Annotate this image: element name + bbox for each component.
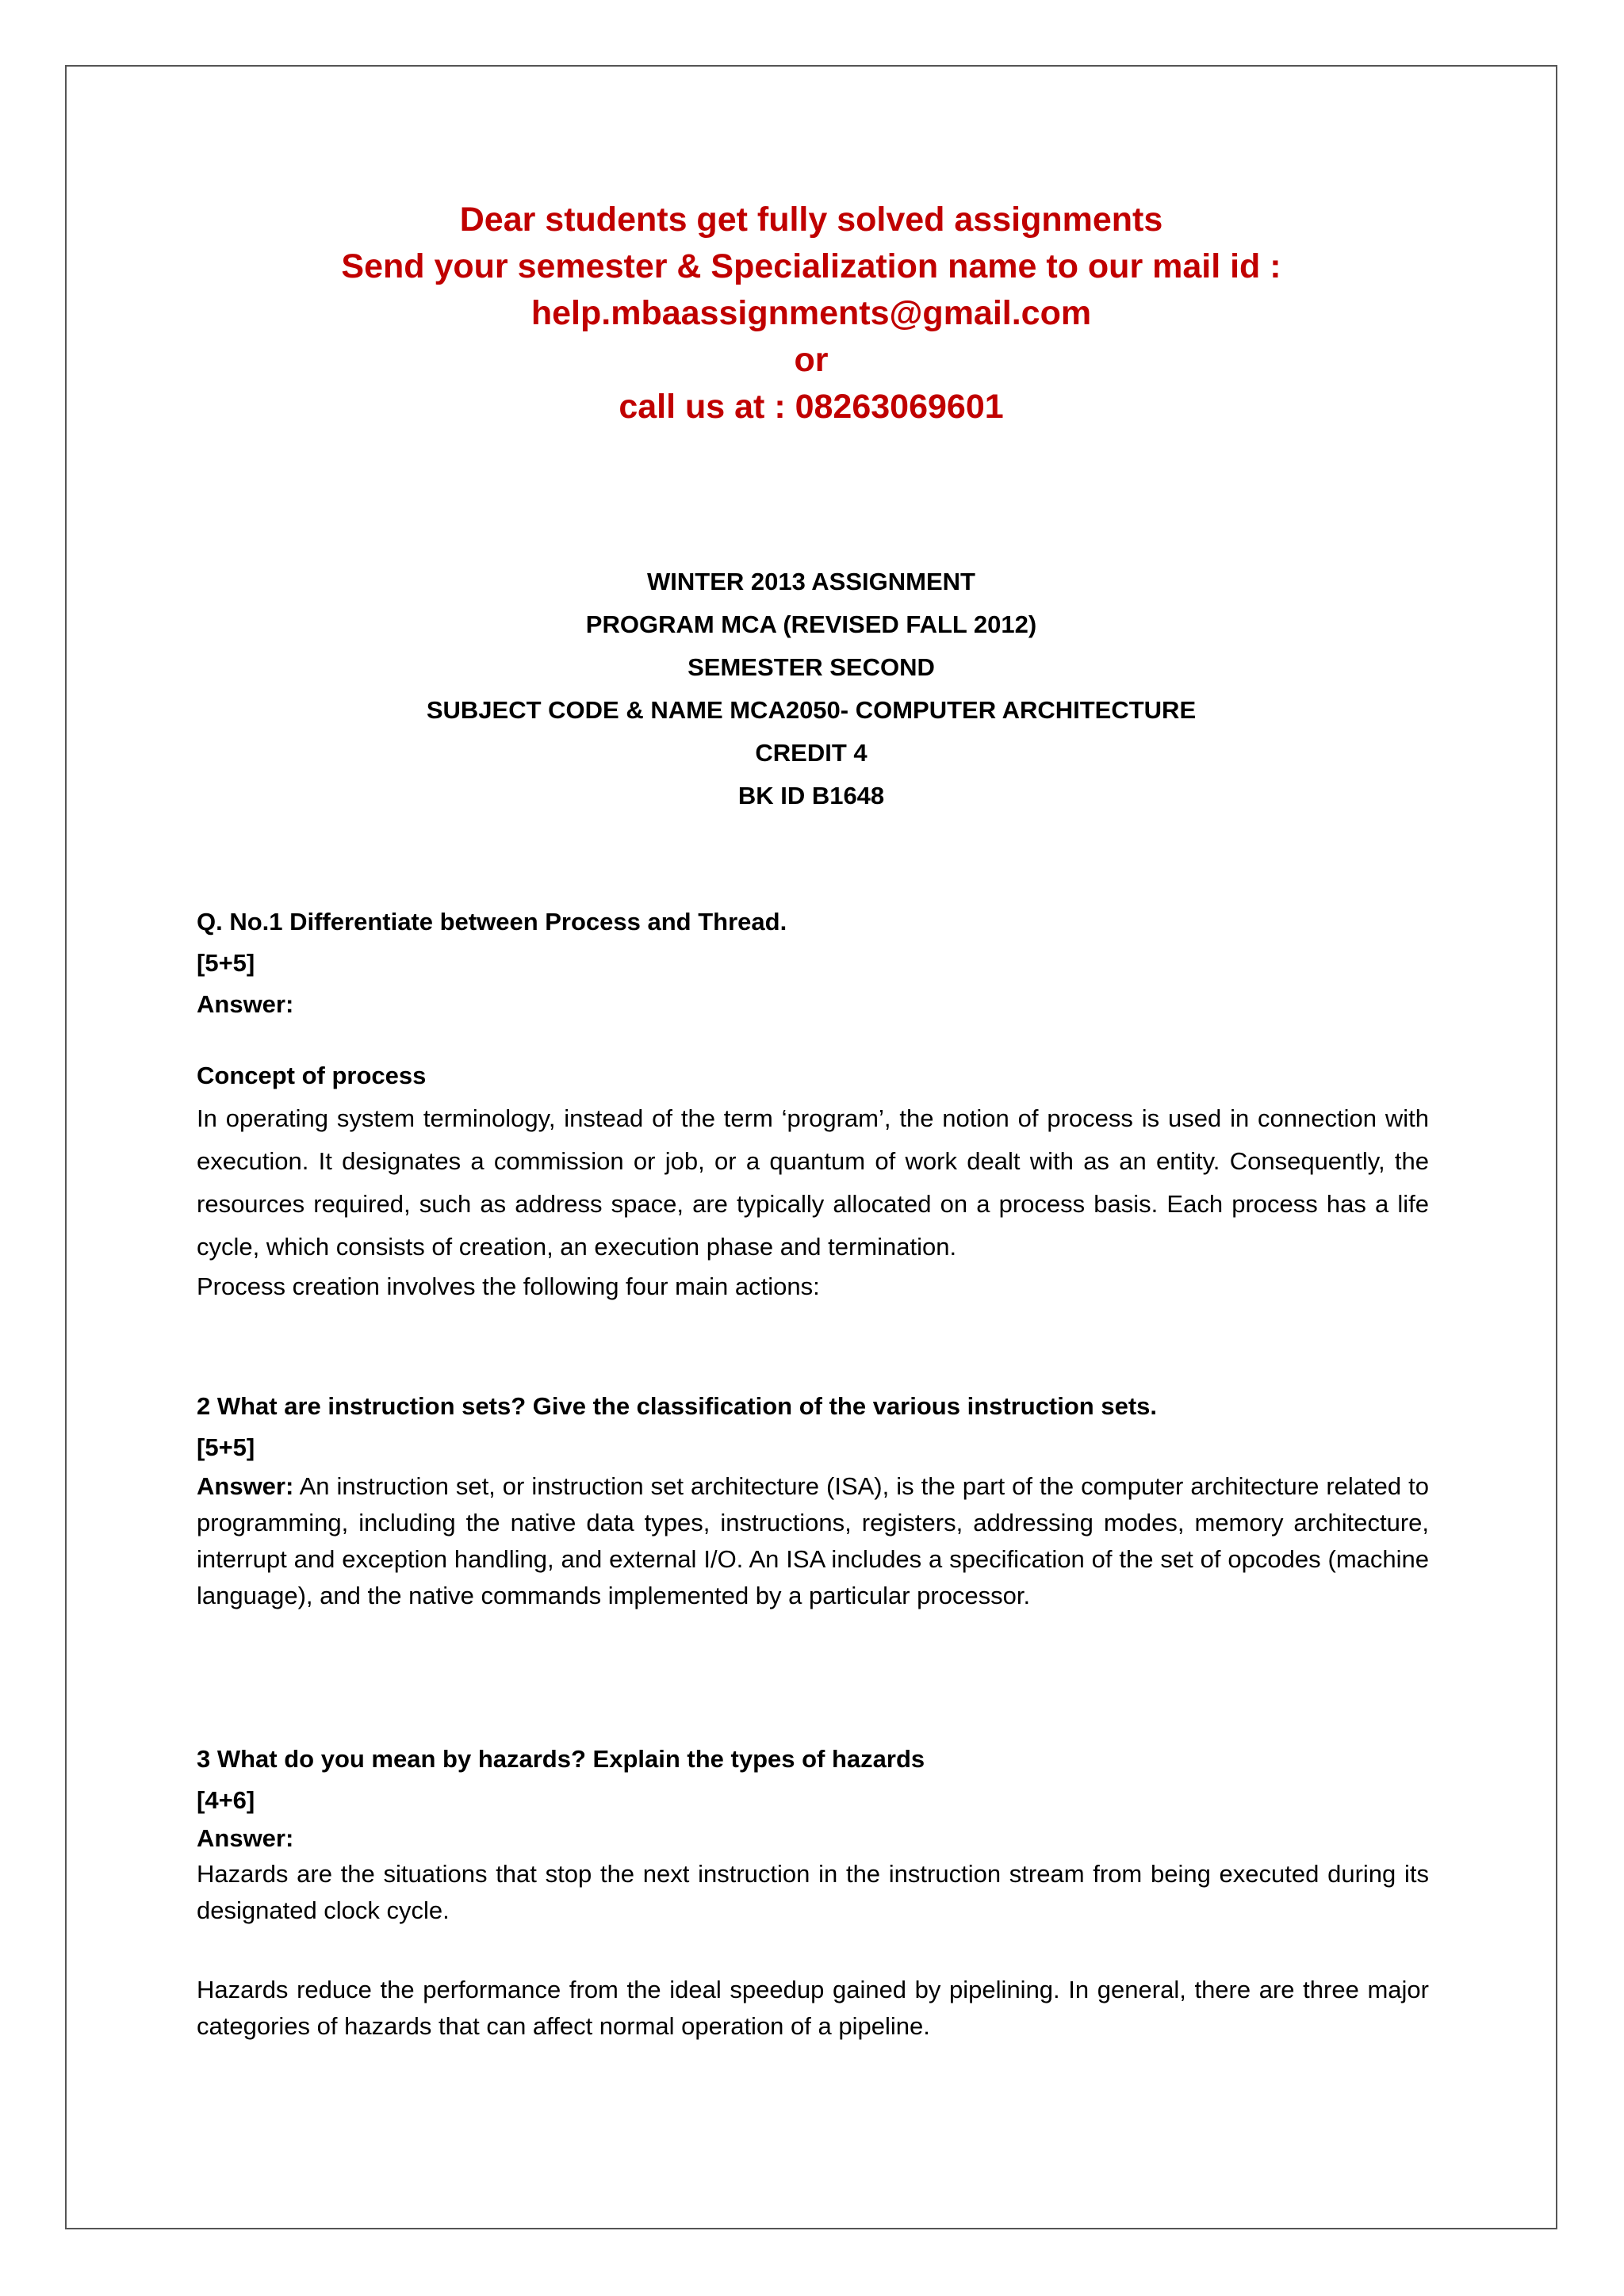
process-creation-text: Process creation involves the following four main actions: bbox=[197, 1272, 820, 1300]
question-1-answer-label: Answer: bbox=[197, 990, 294, 1018]
question-2-answer-text: An instruction set, or instruction set architecture (ISA), is the part of the computer architecture related to programming, including the native data types, instructions, registers, addressing modes, memory architecture, interrupt and exception handling, and external I/O. An ISA includes a specification of the set of opcodes (machine language), and the native commands implemented by a particular processor. bbox=[197, 1472, 1429, 1609]
concept-paragraph: In operating system terminology, instead of the term ‘program’, the notion of process is used in connection with execution. It designates a commission or job, or a quantum of work dealt with as an entity. Consequently, the resources required, such as address space, are typically allocated on a process basis. Each process has a life cycle, which consists of creation, an execution phase and termination. bbox=[197, 1104, 1429, 1261]
question-3-paragraph-2: Hazards reduce the performance from the ideal speedup gained by pipelining. In general, there are three major categories of hazards that can affect normal operation of a pipeline. bbox=[197, 1976, 1429, 2040]
question-1 bbox=[197, 901, 1429, 1025]
question-2-title: 2 What are instruction sets? Give the classification of the various instruction sets. bbox=[197, 1392, 1158, 1420]
assignment-header bbox=[65, 561, 1557, 817]
header-semester: SEMESTER SECOND bbox=[688, 653, 935, 681]
header-program: PROGRAM MCA (REVISED FALL 2012) bbox=[585, 610, 1037, 638]
question-1-marks: [5+5] bbox=[197, 949, 255, 977]
promo-line-2: Send your semester & Specialization name to our mail id : bbox=[341, 247, 1281, 285]
question-3-answer-label: Answer: bbox=[197, 1824, 294, 1852]
promo-or: or bbox=[794, 341, 829, 379]
header-credit: CREDIT 4 bbox=[755, 739, 868, 767]
question-2-answer-label: Answer: bbox=[197, 1472, 294, 1500]
promo-line-1: Dear students get fully solved assignments bbox=[459, 201, 1163, 239]
promo-banner bbox=[65, 197, 1557, 430]
question-1-body bbox=[197, 1054, 1429, 1305]
question-3-paragraph-1: Hazards are the situations that stop the next instruction in the instruction stream from being executed during its designated clock cycle. bbox=[197, 1860, 1429, 1924]
question-1-title: Q. No.1 Differentiate between Process and Thread. bbox=[197, 908, 787, 936]
header-bkid: BK ID B1648 bbox=[737, 782, 885, 809]
question-2 bbox=[197, 1386, 1429, 1614]
promo-phone: call us at : 08263069601 bbox=[619, 388, 1004, 426]
question-2-answer bbox=[197, 1468, 1429, 1614]
header-term: WINTER 2013 ASSIGNMENT bbox=[647, 568, 975, 595]
question-3-title: 3 What do you mean by hazards? Explain the types of hazards bbox=[197, 1745, 925, 1773]
question-3 bbox=[197, 1739, 1429, 2045]
concept-heading: Concept of process bbox=[197, 1062, 427, 1089]
promo-email: help.mbaassignments@gmail.com bbox=[530, 294, 1092, 332]
header-subject: SUBJECT CODE & NAME MCA2050- COMPUTER ARCHITECTURE bbox=[426, 696, 1197, 724]
question-3-marks: [4+6] bbox=[197, 1786, 255, 1814]
question-2-marks: [5+5] bbox=[197, 1433, 255, 1461]
